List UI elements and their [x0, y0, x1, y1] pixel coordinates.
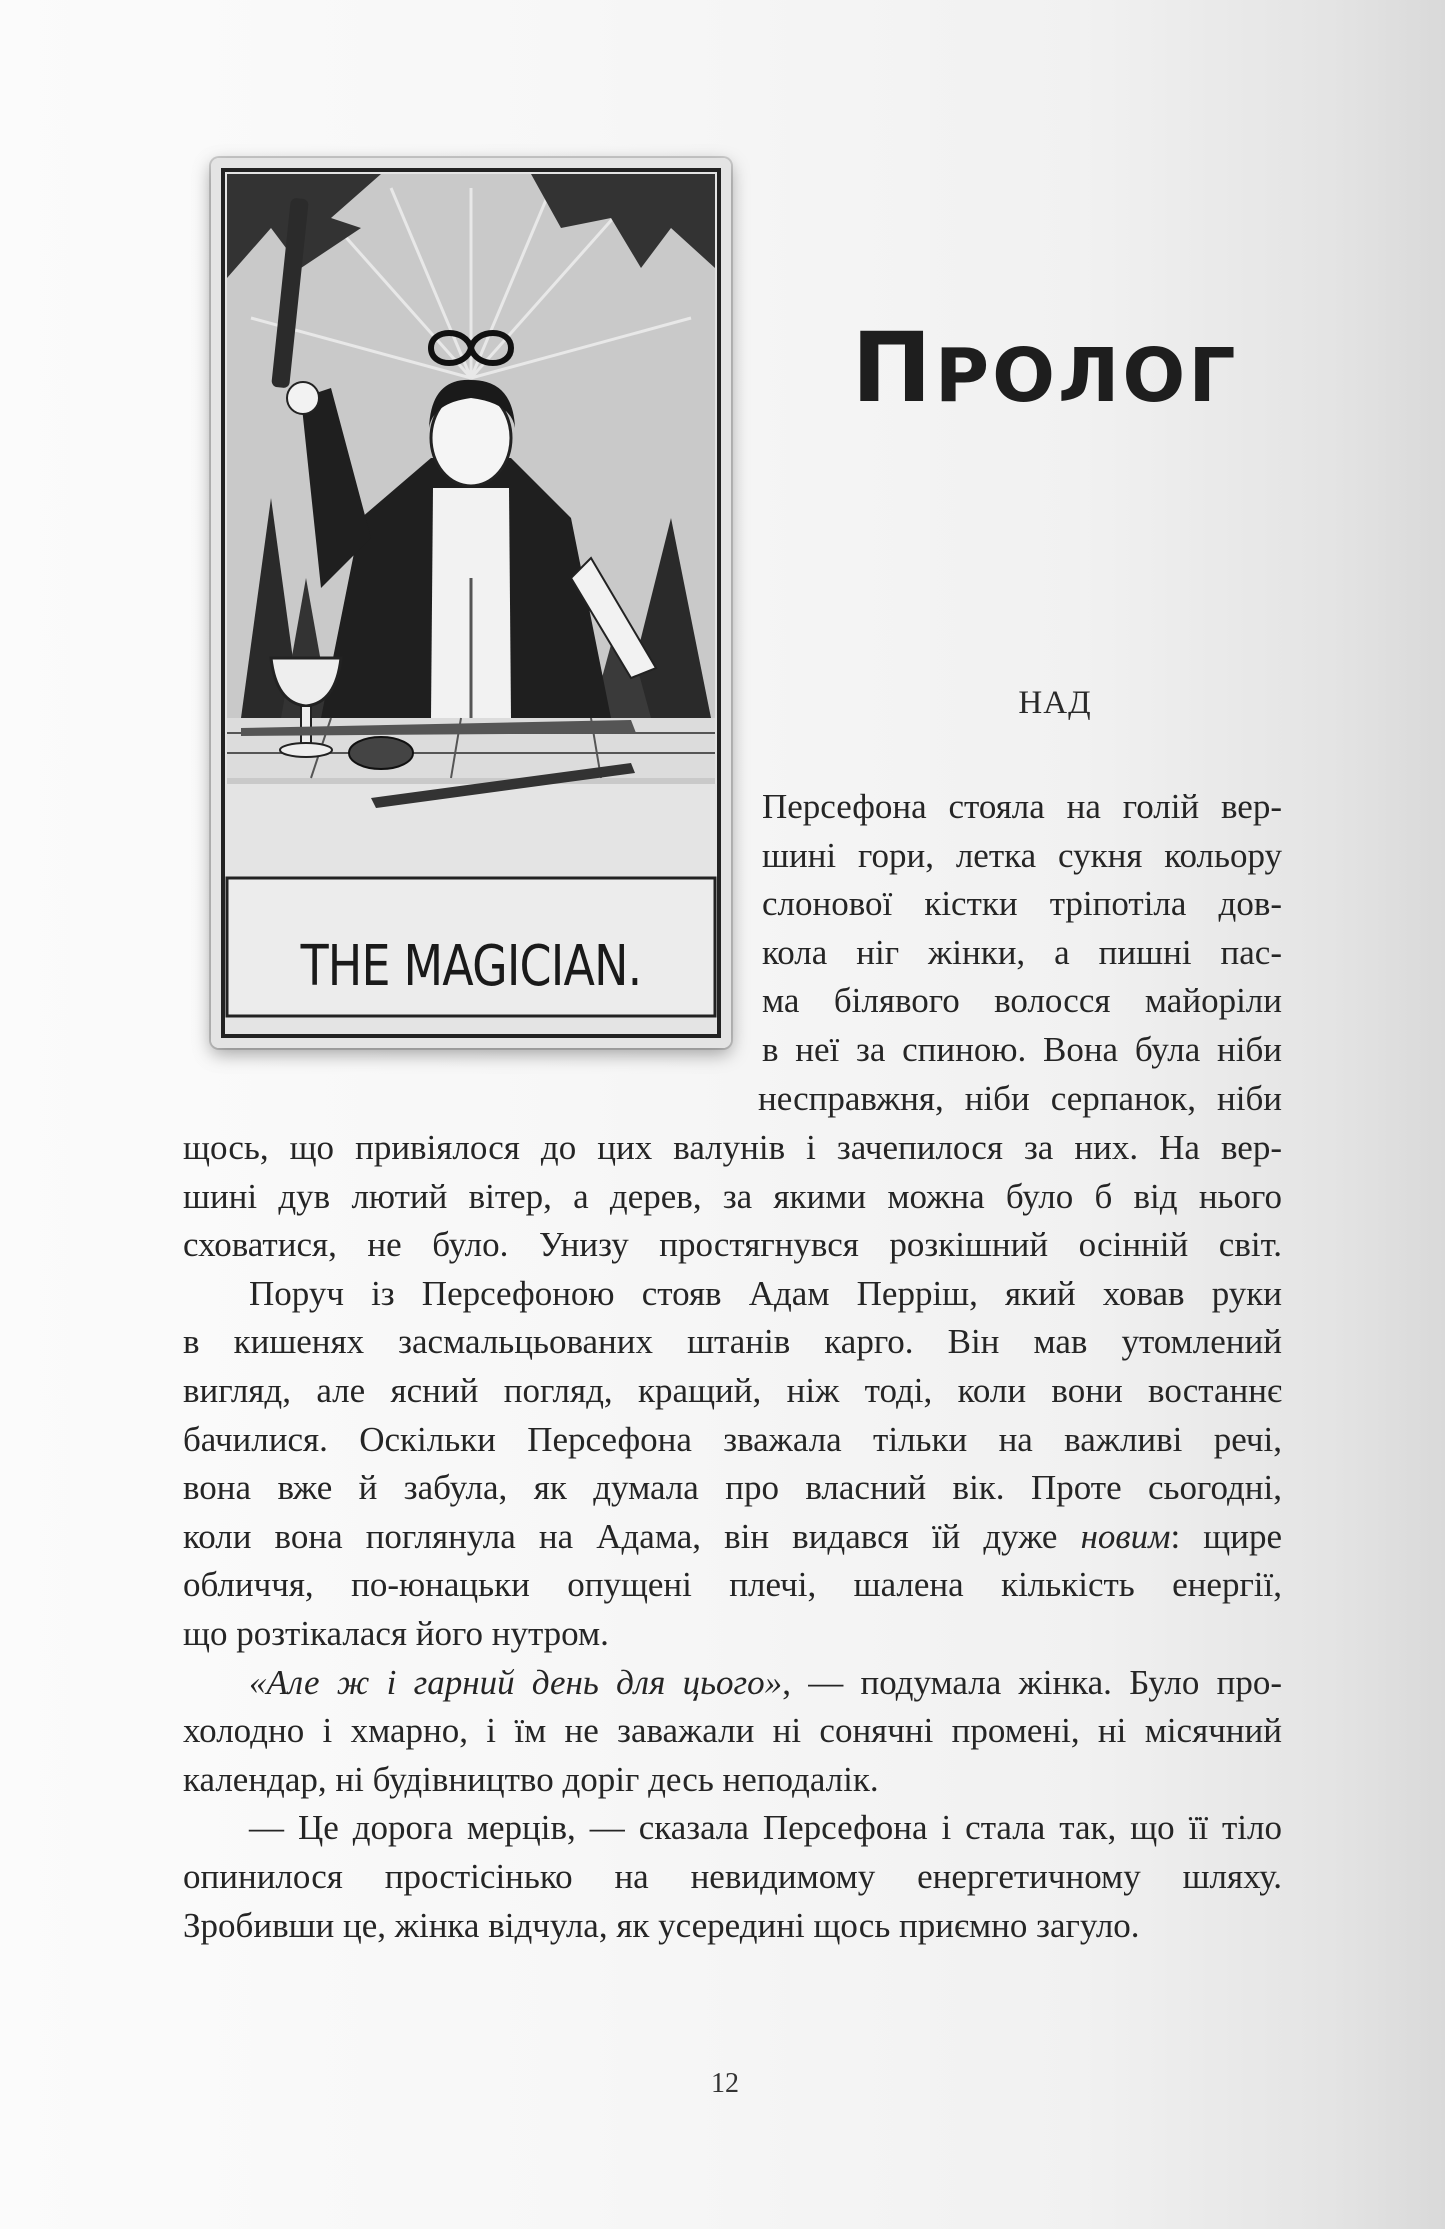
text-line: холодно і хмарно, і їм не заважали ні сонячні промені, ні місячний [183, 1711, 1282, 1751]
text-line-mixed [183, 1513, 1282, 1562]
card-artwork [211, 158, 731, 1048]
text-line: Поруч із Персефоною стояв Адам Перріш, який ховав руки [249, 1273, 1282, 1313]
chapter-title-initial: П [851, 312, 935, 424]
text-span: : щире [1170, 1516, 1282, 1556]
text-line: — Це дорога мерців, — сказала Персефона і стала так, що її тіло [249, 1808, 1282, 1848]
text-line: що розтікалася його нутром. [183, 1613, 609, 1653]
text-line: в неї за спиною. Вона була ніби [762, 1029, 1282, 1069]
text-line: календар, ні будівництво доріг десь неподалік. [183, 1759, 879, 1799]
text-line: ма білявого волосся майоріли [762, 981, 1282, 1021]
text-line-mixed [183, 1659, 1282, 1708]
text-line: вона вже й забула, як думала про власний вік. Проте сьогодні, [183, 1468, 1282, 1508]
body-text-beside-card-last [758, 1075, 1282, 1124]
page-number: 12 [711, 2068, 739, 2099]
magician-tarot-card-illustration [211, 158, 731, 1048]
text-line: слонової кістки тріпотіла дов- [762, 884, 1282, 924]
text-span: коли вона поглянула на Адама, він видався їй дуже [183, 1516, 1081, 1556]
emphasis-text: новим [1080, 1516, 1171, 1556]
text-line: кола ніг жінки, а пишні пас- [762, 932, 1282, 972]
text-line: шині гори, летка сукня кольору [762, 835, 1282, 875]
body-text-beside-card [762, 783, 1282, 1075]
text-line: щось, що привіялося до цих валунів і зачепилося за них. На вер- [183, 1128, 1282, 1167]
text-line: Персефона стояла на голій вер- [762, 787, 1282, 826]
chapter-title-rest: РОЛОГ [934, 333, 1239, 419]
text-line: несправжня, ніби серпанок, ніби [758, 1079, 1282, 1118]
text-line: Зробивши це, жінка відчула, як усередині щось приємно загуло. [183, 1905, 1140, 1945]
section-heading: НАД [1018, 685, 1092, 721]
text-line: вигляд, але ясний погляд, кращий, ніж тоді, коли вони востаннє [183, 1370, 1282, 1410]
text-line: опинилося простісінько на невидимому енергетичному шляху. [183, 1856, 1282, 1896]
text-line: шині дув лютий вітер, а дерев, за якими можна було б від нього [183, 1176, 1282, 1216]
body-text-full [183, 1124, 1282, 1950]
text-line: обличчя, по-юнацьки опущені плечі, шалена кількість енергії, [183, 1565, 1282, 1605]
emphasis-quote: «Але ж і гарний день для цього» [249, 1662, 783, 1702]
text-line: бачилися. Оскільки Персефона зважала тільки на важливі речі, [183, 1419, 1282, 1459]
text-line: сховатися, не було. Унизу простягнувся розкішний осінній світ. [183, 1225, 1282, 1265]
text-line: в кишенях засмальцьованих штанів карго. Він мав утомлений [183, 1322, 1282, 1362]
chapter-title [810, 312, 1280, 424]
text-span: , — подумала жінка. Було про- [782, 1662, 1282, 1702]
card-caption: THE MAGICIAN. [300, 933, 642, 999]
